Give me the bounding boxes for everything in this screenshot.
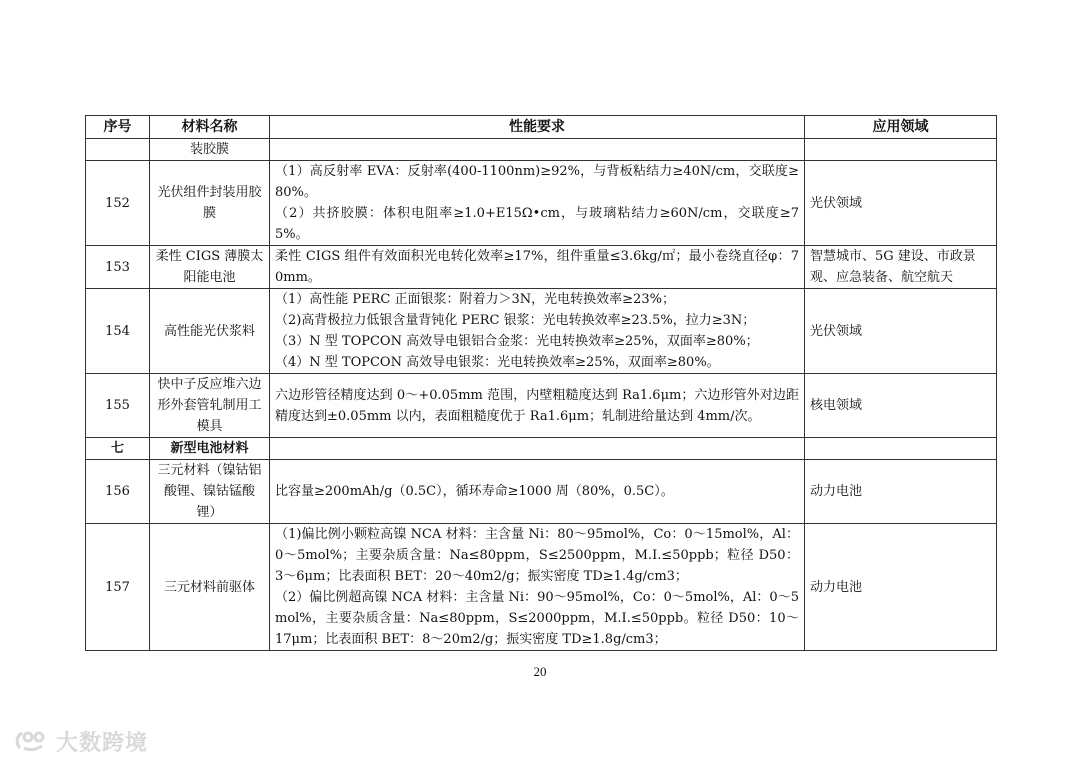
row-performance: （1）高反射率 EVA：反射率(400-1100nm)≥92%，与背板粘结力≥40N/cm，交联度≥80%。 （2）共挤胶膜：体积电阻率≥1.0+E15Ω•cm，与玻璃粘结力≥60N/cm，交联度≥75%。 — [270, 161, 805, 246]
row-performance: （1）高性能 PERC 正面银浆：附着力＞3N，光电转换效率≥23%； （2)高背极拉力低银含量背钝化 PERC 银浆：光电转换效率≥23.5%，拉力≥3N； （3）N 型 TOPCON 高效导电银铝合金浆：光电转换效率≥25%，双面率≥80%； （4）N 型 TOPCON 高效导电银浆：光电转换效率≥25%，双面率≥80%。 — [270, 289, 805, 374]
table-row — [86, 460, 997, 524]
row-no: 153 — [86, 246, 150, 289]
row-no — [86, 139, 150, 161]
section-row — [86, 438, 997, 460]
header-no: 序号 — [86, 116, 150, 139]
row-performance: （1)偏比例小颗粒高镍 NCA 材料：主含量 Ni：80～95mol%，Co：0～15mol%，Al：0～5mol%；主要杂质含量：Na≤80ppm，S≤2500ppm，M.I.≤50ppb；粒径 D50：3～6μm；比表面积 BET：20～40m2/g；振实密度 TD≥1.4g/cm3； （2）偏比例超高镍 NCA 材料：主含量 Ni：90～95mol%，Co：0～5mol%，Al：0～5mol%，主要杂质含量：Na≤80ppm，S≤2000ppm，M.I.≤50ppb。粒径 D50：10～17μm；比表面积 BET：8～20m2/g；振实密度 TD≥1.8g/cm3； — [270, 524, 805, 651]
header-application: 应用领域 — [805, 116, 997, 139]
row-application: 光伏领域 — [805, 289, 997, 374]
row-performance: 柔性 CIGS 组件有效面积光电转化效率≥17%，组件重量≤3.6kg/㎡；最小卷绕直径φ：70mm。 — [270, 246, 805, 289]
row-no: 154 — [86, 289, 150, 374]
row-application — [805, 438, 997, 460]
row-name: 高性能光伏浆料 — [150, 289, 270, 374]
materials-table — [85, 115, 997, 651]
row-name: 柔性 CIGS 薄膜太阳能电池 — [150, 246, 270, 289]
table-row — [86, 161, 997, 246]
row-no: 156 — [86, 460, 150, 524]
table-row — [86, 374, 997, 438]
table-row — [86, 139, 997, 161]
watermark — [14, 726, 148, 756]
table-row — [86, 246, 997, 289]
watermark-text: 大数跨境 — [56, 730, 149, 756]
row-application: 光伏领域 — [805, 161, 997, 246]
row-no: 157 — [86, 524, 150, 651]
row-name: 三元材料前驱体 — [150, 524, 270, 651]
row-name: 三元材料（镍钴铝酸锂、镍钴锰酸锂） — [150, 460, 270, 524]
table-row — [86, 289, 997, 374]
row-application: 动力电池 — [805, 524, 997, 651]
row-no: 155 — [86, 374, 150, 438]
row-performance: 六边形管径精度达到 0～+0.05mm 范围，内壁粗糙度达到 Ra1.6μm；六边形管外对边距精度达到±0.05mm 以内，表面粗糙度优于 Ra1.6μm；轧制进给量达到 4mm/次。 — [270, 374, 805, 438]
row-name: 光伏组件封装用胶膜 — [150, 161, 270, 246]
row-performance — [270, 139, 805, 161]
section-title: 新型电池材料 — [150, 438, 270, 460]
row-application — [805, 139, 997, 161]
row-application: 核电领域 — [805, 374, 997, 438]
row-no: 152 — [86, 161, 150, 246]
table-row — [86, 524, 997, 651]
row-name: 装胶膜 — [150, 139, 270, 161]
header-performance: 性能要求 — [270, 116, 805, 139]
row-performance — [270, 438, 805, 460]
header-name: 材料名称 — [150, 116, 270, 139]
row-application: 智慧城市、5G 建设、市政景观、应急装备、航空航天 — [805, 246, 997, 289]
page-number: 20 — [533, 664, 547, 679]
table-header-row — [86, 116, 997, 139]
row-performance: 比容量≥200mAh/g（0.5C），循环寿命≥1000 周（80%，0.5C）。 — [270, 460, 805, 524]
row-application: 动力电池 — [805, 460, 997, 524]
row-name: 快中子反应堆六边形外套管轧制用工模具 — [150, 374, 270, 438]
section-no: 七 — [86, 438, 150, 460]
watermark-logo-icon — [14, 728, 50, 754]
